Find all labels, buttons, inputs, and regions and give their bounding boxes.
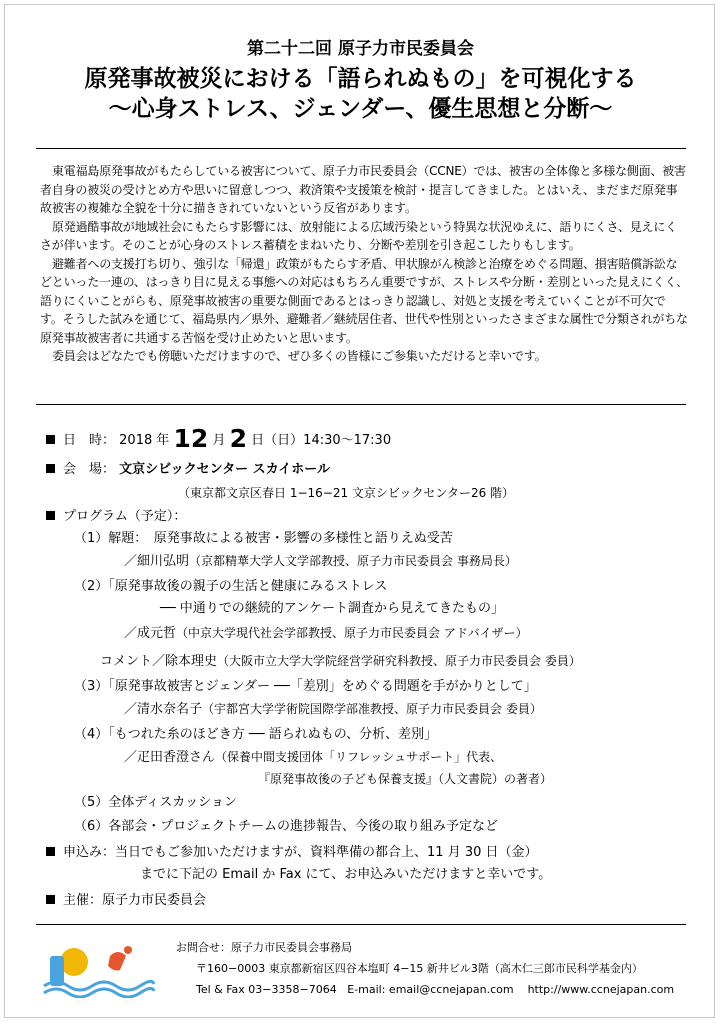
application-label: 申込み：: [63, 845, 116, 860]
divider-top: [36, 148, 686, 149]
intro-text: [40, 162, 688, 366]
venue-row: [46, 461, 330, 479]
bullet-icon: [46, 895, 55, 904]
footer-email[interactable]: E-mail: email@ccnejapan.com: [347, 983, 514, 996]
subtitle: 〜心身ストレス、ジェンダー、優生思想と分断〜: [108, 95, 613, 122]
host-row: [46, 892, 206, 910]
program-item-3-title: （3）「原発事故被害とジェンダー ──「差別」をめぐる問題を手がかりとして」: [74, 679, 537, 694]
intro-paragraph: 委員会はどなたでも傍聴いただけますので、ぜひ多くの皆様にご参集いただけると幸いです。: [52, 349, 547, 363]
footer-address: 〒160−0003 東京都新宿区四谷本塩町 4−15 新井ビル3階（高木仁三郎市民科学基金内）: [196, 962, 643, 975]
program-item-5-title: （5）全体ディスカッション: [74, 795, 237, 810]
intro-paragraph: 東電福島原発事故がもたらしている被害について、原子力市民委員会（CCNE）では、被害の全体像と多様な側面、被害者自身の被災の受けとめ方や思いに留意しつつ、救済策や支援策を検討・提言してきました。とはいえ、まだまだ原発事故被害の複雑な全貌を十分に描ききれていないという反省があります。: [40, 164, 686, 215]
speaker-affiliation: （宇都宮大学学術院国際学部准教授、原子力市民委員会 委員）: [202, 702, 542, 716]
speaker-name: ／清水奈名子: [124, 702, 203, 717]
footer-tel: Tel & Fax 03−3358−7064: [196, 983, 337, 996]
sun-and-waves-logo-icon: [40, 938, 158, 998]
logo-figure-head: [124, 946, 132, 954]
program-comment-row: [100, 652, 581, 671]
speaker-name: ／細川弘明: [124, 554, 190, 569]
date-day: 2: [229, 424, 248, 453]
intro-paragraph: 原発過酷事故が地域社会にもたらす影響には、放射能による広域汚染という特異な状況ゆえに、語りにくさ、見えにくさが伴います。そのことが心身のストレス蓄積をまねいたり、分断や差別を引き起こしたりもします。: [40, 219, 677, 252]
date-month: 12: [173, 424, 209, 453]
main-title: 原発事故被災における「語られぬもの」を可視化する: [84, 65, 637, 92]
host-name: 原子力市民委員会: [102, 893, 207, 908]
title-block: [0, 38, 721, 124]
bullet-icon: [46, 464, 55, 473]
date-month-unit: 月: [212, 433, 226, 448]
footer-contact: お問合せ：原子力市民委員会事務局: [176, 941, 352, 954]
bullet-icon: [46, 435, 55, 444]
logo-figure-shape: [108, 952, 126, 971]
logo-sun-shape: [60, 948, 88, 976]
date-day-unit: 日: [251, 433, 265, 448]
program-item-2-subtitle: ── 中通りでの継続的アンケート調査から見えてきたもの」: [160, 601, 505, 616]
program-item-4-affiliation-2: 『原発事故後の子ども保養支援』（人文書院）の著者）: [258, 772, 553, 786]
divider-middle: [36, 404, 686, 405]
footer-contact-row: [196, 983, 674, 997]
program-item-2-title: （2）「原発事故後の親子の生活と健康にみるストレス: [74, 579, 388, 594]
application-text-1: 当日でもご参加いただけますが、資料準備の都合上、11 月 30 日（金）: [115, 845, 538, 860]
bullet-icon: [46, 511, 55, 520]
venue-label: 会 場：: [63, 462, 116, 477]
venue-name: 文京シビックセンター スカイホール: [119, 462, 330, 477]
program-item-4-title: （4）「もつれた糸のほどき方 ── 語られぬもの、分析、差別」: [74, 727, 438, 742]
divider-bottom: [36, 924, 686, 925]
speaker-affiliation: （保養中間支援団体「リフレッシュサポート」代表、: [215, 750, 503, 764]
speaker-name: ／成元哲: [124, 626, 177, 641]
date-label: 日 時：: [63, 433, 116, 448]
date-time: （日）14:30〜17:30: [264, 433, 392, 448]
commentator: コメント／除本理史: [100, 654, 218, 669]
logo-wave-2: [44, 988, 154, 997]
program-item-3-speaker-row: [124, 700, 542, 719]
program-item-1-speaker-row: [124, 552, 517, 571]
date-row: [46, 424, 392, 453]
speaker-affiliation: （京都精華大学人文学部教授、原子力市民委員会 事務局長）: [189, 554, 517, 568]
host-label: 主催：: [63, 893, 103, 908]
venue-address: （東京都文京区春日 1−16−21 文京シビックセンター26 階）: [178, 486, 515, 500]
program-item-6-title: （6）各部会・プロジェクトチームの進捗報告、今後の取り組み予定など: [74, 819, 499, 834]
commentator-affiliation: （大阪市立大学大学院経営学研究科教授、原子力市民委員会 委員）: [217, 654, 581, 668]
speaker-affiliation: （中京大学現代社会学部教授、原子力市民委員会 アドバイザー）: [176, 626, 528, 640]
bullet-icon: [46, 847, 55, 856]
session-title: 第二十二回 原子力市民委員会: [247, 39, 474, 59]
application-text-2: までに下記の Email か Fax にて、お申込みいただけますと幸いです。: [140, 867, 552, 882]
speaker-name: ／疋田香澄さん: [124, 750, 216, 765]
program-item-2-speaker-row: [124, 624, 528, 643]
program-item-1-title: （1）解題： 原発事故による被害・影響の多様性と語りえぬ受苦: [74, 531, 453, 546]
intro-paragraph: 避難者への支援打ち切り、強引な「帰還」政策がもたらす矛盾、甲状腺がん検診と治療をめぐる問題、損害賠償訴訟などといった一連の、はっきり目に見える事態への対応はもちろん重要ですが、ストレスや分断・差別といった見えにくく、語りにくいことがらも、原発事故被害の重要な側面であるとはっきり認識し、対処と支援を考えていくことが不可欠です。そうした試みを通じて、福島県内／県外、避難者／継続居住者、世代や性別といったさまざまな属性で分類されがちな原発事故被害者に共通する苦悩を受け止めたいと思います。: [40, 256, 688, 345]
footer-url[interactable]: http://www.ccnejapan.com: [527, 983, 675, 996]
program-item-4-speaker-row: [124, 748, 502, 767]
program-heading-row: [46, 508, 186, 526]
application-row: [46, 844, 538, 862]
program-heading: プログラム（予定）：: [63, 509, 187, 524]
date-year: 2018 年: [119, 433, 170, 448]
